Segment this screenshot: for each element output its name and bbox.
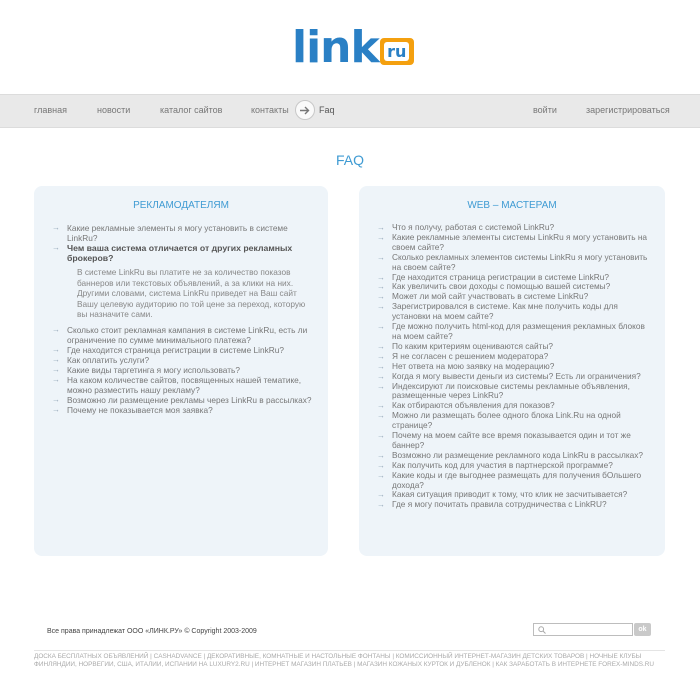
faq-question[interactable]: → Какая ситуация приводит к тому, что клик не засчитывается? <box>377 489 628 500</box>
arrow-bullet-icon: → <box>377 431 385 441</box>
webmasters-title: WEB – МАСТЕРАМ <box>467 200 557 211</box>
search-icon <box>538 626 546 634</box>
faq-question[interactable]: → Какие виды таргетинга я могу использовать? <box>52 364 240 375</box>
faq-question[interactable]: → Сколько стоит рекламная кампания в системе LinkRu, есть ли ограничение по сумме минимального платежа? <box>52 324 308 345</box>
faq-question[interactable]: → Как увеличить свои доходы с помощью вашей системы? <box>377 281 611 292</box>
arrow-bullet-icon: → <box>377 371 385 381</box>
arrow-bullet-icon: → <box>377 470 385 480</box>
faq-question[interactable]: → По каким критериям оцениваются сайты? <box>377 340 554 351</box>
faq-question[interactable]: → Как получить код для участия в партнерской программе? <box>377 459 613 470</box>
advertisers-questions-top <box>34 223 328 263</box>
arrow-bullet-icon: → <box>377 341 385 351</box>
faq-question-open[interactable]: → Чем ваша система отличается от других рекламных брокеров? <box>52 243 293 263</box>
faq-question[interactable]: → Что я получу, работая с системой LinkRu? <box>377 222 555 232</box>
arrow-bullet-icon: → <box>377 450 385 460</box>
arrow-bullet-icon: → <box>377 272 385 282</box>
arrow-right-icon <box>295 100 315 120</box>
faq-question[interactable]: → Возможно ли размещение рекламного кода LinkRu в рассылках? <box>377 449 644 460</box>
faq-question[interactable]: → Индексируют ли поисковые системы рекламные объявления, размещенные через LinkRu? <box>377 380 630 401</box>
footer-divider <box>34 650 665 651</box>
arrow-bullet-icon: → <box>377 322 385 332</box>
arrow-bullet-icon: → <box>52 404 60 414</box>
arrow-bullet-icon: → <box>377 252 385 262</box>
arrow-bullet-icon: → <box>52 364 60 374</box>
faq-question[interactable]: → Когда я могу вывести деньги из системы? Есть ли ограничения? <box>377 370 641 381</box>
nav-news[interactable]: новости <box>97 105 131 115</box>
webmasters-questions <box>359 223 665 510</box>
faq-question[interactable]: → Зарегистрировался в системе. Как мне получить коды для установки на моем сайте? <box>377 301 618 322</box>
faq-question[interactable]: → Где можно получить html-код для размещения рекламных блоков на моем сайте? <box>377 321 645 341</box>
arrow-bullet-icon: → <box>52 394 60 404</box>
arrow-bullet-icon: → <box>377 381 385 391</box>
arrow-bullet-icon: → <box>52 374 60 384</box>
arrow-bullet-icon: → <box>377 411 385 421</box>
advertisers-title: РЕКЛАМОДАТЕЛЯМ <box>133 200 229 211</box>
arrow-bullet-icon: → <box>377 302 385 312</box>
nav-home[interactable]: главная <box>34 105 67 115</box>
faq-question[interactable]: → Почему на моем сайте все время показывается один и тот же баннер? <box>377 430 631 450</box>
faq-answer: В системе LinkRu вы платите не за количество показов баннеров или текстовых объявлений, а за клики на них. Другими словами, система LinkRu приведет на Ваш сайт Вашу целевую аудиторию по той цене за переход, которую вы назначите сами. <box>77 267 306 319</box>
arrow-bullet-icon: → <box>377 223 385 232</box>
faq-question[interactable]: → Нет ответа на мою заявку на модерацию? <box>377 360 555 371</box>
arrow-bullet-icon: → <box>377 351 385 361</box>
webmasters-panel <box>359 186 665 556</box>
advertisers-questions-bottom <box>34 325 328 415</box>
faq-question[interactable]: → Почему не показывается моя заявка? <box>52 404 213 415</box>
arrow-bullet-icon: → <box>52 223 60 232</box>
faq-question[interactable]: → Возможно ли размещение рекламы через LinkRu в рассылках? <box>52 394 312 405</box>
faq-question[interactable]: → Где находится страница регистрации в системе LinkRu? <box>52 344 284 355</box>
search-input[interactable] <box>533 623 633 636</box>
page-title: FAQ <box>335 152 364 168</box>
faq-question[interactable]: → Как отбираются объявления для показов? <box>377 400 555 411</box>
arrow-bullet-icon: → <box>377 361 385 371</box>
faq-question[interactable]: → Как оплатить услуги? <box>52 354 150 365</box>
faq-question[interactable]: → Сколько рекламных элементов системы LinkRu я могу установить на своем сайте? <box>377 251 648 272</box>
nav-login[interactable]: войти <box>533 105 557 115</box>
faq-question[interactable]: → Какие рекламные элементы я могу установить в системе LinkRu? <box>52 223 288 243</box>
faq-question[interactable]: → Какие коды и где выгоднее размещать для получения бОльшего дохода? <box>377 469 642 490</box>
faq-question[interactable]: → Где я могу почитать правила сотрудничества с LinkRU? <box>377 499 607 510</box>
arrow-bullet-icon: → <box>52 243 60 252</box>
arrow-bullet-icon: → <box>377 490 385 500</box>
arrow-bullet-icon: → <box>377 460 385 470</box>
nav-catalog[interactable]: каталог сайтов <box>160 105 223 115</box>
arrow-bullet-icon: → <box>52 354 60 364</box>
arrow-bullet-icon: → <box>52 344 60 354</box>
faq-question[interactable]: → На каком количестве сайтов, посвященных нашей тематике, можно разместить нашу рекламу? <box>52 374 302 395</box>
arrow-bullet-icon: → <box>377 500 385 510</box>
arrow-bullet-icon: → <box>377 401 385 411</box>
logo-word: link <box>292 22 379 73</box>
advertisers-panel <box>34 186 328 556</box>
footer-links[interactable]: ДОСКА БЕСПЛАТНЫХ ОБЪЯВЛЕНИЙ | CASHADVANCE | ДЕКОРАТИВНЫЕ, КОМНАТНЫЕ И НАСТОЛЬНЫЕ ФОНТАНЫ | КОМИССИОННЫЙ ИНТЕРНЕТ-МАГАЗИН ДЕТСКИХ ТОВАРОВ | НОЧНЫЕ КЛУБЫ ФИНЛЯНДИИ, НОРВЕГИИ, США, ИТАЛИИ, ИСПАНИИ НА LUXURY2.RU | ИНТЕРНЕТ МАГАЗИН ПЛАТЬЕВ | МАГАЗИН КОЖАНЫХ КУРТОК И ДУБЛЕНОК | КАК ЗАРАБОТАТЬ В ИНТЕРНЕТЕ FOREX-MINDS.RU <box>34 653 655 668</box>
faq-question[interactable]: → Можно ли размещать более одного блока Link.Ru на одной странице? <box>377 410 621 431</box>
logo-badge <box>380 38 414 65</box>
faq-question[interactable]: → Я не согласен с решением модератора? <box>377 350 549 361</box>
copyright: Все права принадлежат ООО «ЛИНК.РУ» © Copyright 2003-2009 <box>47 628 257 635</box>
nav-contacts[interactable]: контакты <box>251 105 289 115</box>
top-nav <box>0 94 700 128</box>
faq-question[interactable]: → Какие рекламные элементы системы LinkRu я могу установить на своем сайте? <box>377 231 648 252</box>
arrow-bullet-icon: → <box>52 324 60 334</box>
arrow-bullet-icon: → <box>377 282 385 292</box>
arrow-bullet-icon: → <box>377 232 385 242</box>
faq-question[interactable]: → Может ли мой сайт участвовать в системе LinkRu? <box>377 291 589 302</box>
nav-faq[interactable]: Faq <box>319 105 335 115</box>
nav-register[interactable]: зарегистрироваться <box>586 105 670 115</box>
arrow-bullet-icon: → <box>377 292 385 302</box>
faq-question[interactable]: → Где находится страница регистрации в системе LinkRu? <box>377 271 609 282</box>
site-logo[interactable] <box>292 22 414 73</box>
search-button[interactable]: ok <box>634 623 651 636</box>
logo-badge-text: ru <box>384 42 409 61</box>
